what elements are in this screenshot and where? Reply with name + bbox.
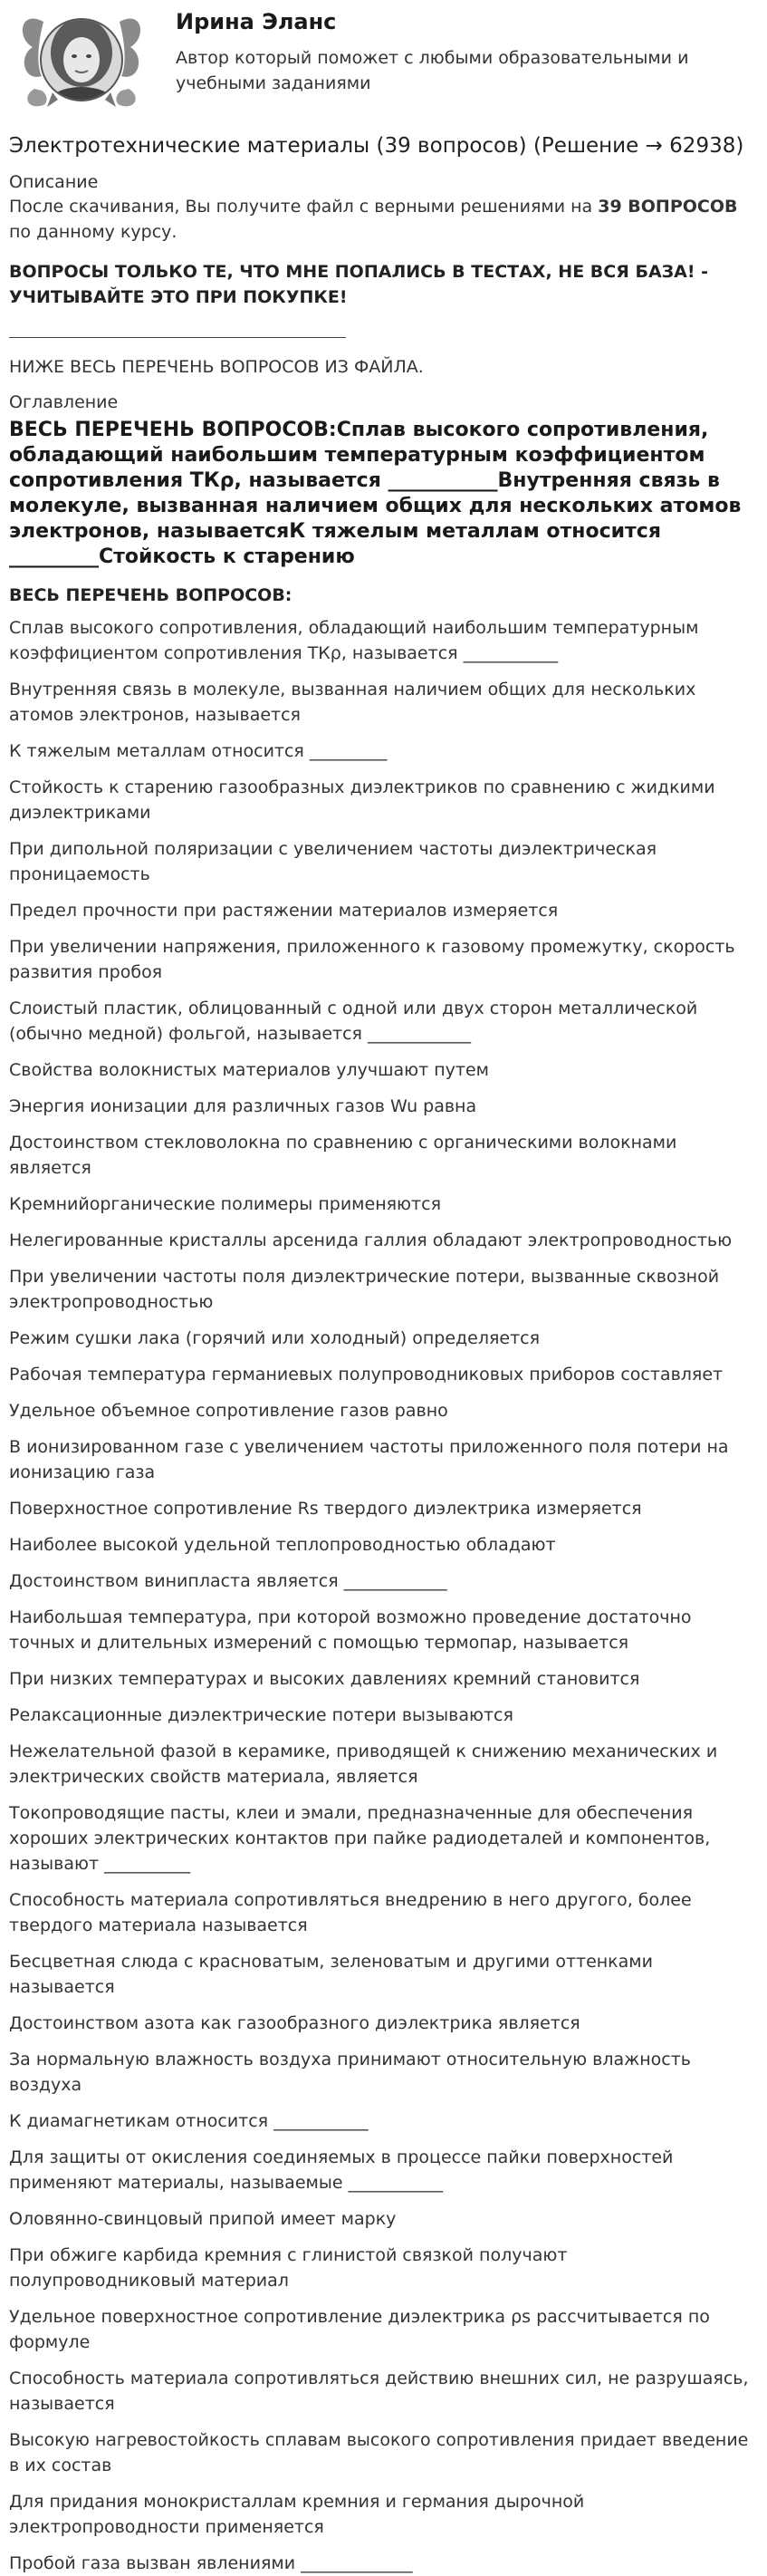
question-item: Стойкость к старению газообразных диэлектриков по сравнению с жидкими диэлектриками	[9, 777, 715, 823]
question-item: Достоинством стекловолокна по сравнению с органическими волокнами является	[9, 1133, 677, 1178]
question-item: Предел прочности при растяжении материалов измеряется	[9, 901, 559, 921]
question-item: Рабочая температура германиевых полупроводниковых приборов составляет	[9, 1365, 724, 1384]
question-item: Сплав высокого сопротивления, обладающий наибольшим температурным коэффициентом сопротивления ТКρ, называется ___________	[9, 618, 699, 663]
question-item: Нелегированные кристаллы арсенида галлия обладают электропроводностью	[9, 1230, 733, 1250]
question-item: Энергия ионизации для различных газов Wu равна	[9, 1096, 477, 1116]
description-label: Описание	[9, 172, 99, 192]
question-item: К тяжелым металлам относится _________	[9, 741, 388, 761]
description-text	[9, 194, 758, 245]
question-item: При дипольной поляризации с увеличением частоты диэлектрическая проницаемость	[9, 839, 657, 884]
description-prefix: После скачивания, Вы получите файл с верными решениями на	[9, 197, 599, 217]
question-item: Способность материала сопротивляться внедрению в него другого, более твердого материала называется	[9, 1890, 692, 1935]
question-item: Достоинством винипласта является ____________	[9, 1571, 447, 1591]
author-description: Автор который поможет с любыми образовательными и учебными заданиями	[176, 48, 689, 93]
questions-list	[9, 615, 758, 2576]
question-item: Нежелательной фазой в керамике, приводящей к снижению механических и электрических свойств материала, является	[9, 1741, 718, 1787]
question-item: При обжиге карбида кремния с глинистой связкой получают полупроводниковый материал	[9, 2245, 568, 2291]
divider	[9, 328, 346, 338]
product-title: Электротехнические материалы (39 вопросов) (Решение → 62938)	[9, 134, 744, 158]
question-item: При увеличении напряжения, приложенного к газовому промежутку, скорость развития пробоя	[9, 937, 735, 982]
below-text: НИЖЕ ВЕСЬ ПЕРЕЧЕНЬ ВОПРОСОВ ИЗ ФАЙЛА.	[9, 357, 424, 377]
question-item: Наиболее высокой удельной теплопроводностью обладают	[9, 1535, 556, 1555]
author-avatar[interactable]	[16, 5, 147, 112]
toc-text: ВЕСЬ ПЕРЕЧЕНЬ ВОПРОСОВ:Сплав высокого сопротивления, обладающий наибольшим температурным коэффициентом сопротивления ТКρ, называется ___________Внутренняя связь в молекуле, вызванная наличием общих для нескольких атомов электронов, называетсяК тяжелым металлам относится _________Стойкость к старению	[9, 419, 742, 568]
toc-label: Оглавление	[9, 392, 119, 412]
warning-text: ВОПРОСЫ ТОЛЬКО ТЕ, ЧТО МНЕ ПОПАЛИСЬ В ТЕСТАХ, НЕ ВСЯ БАЗА! - УЧИТЫВАЙТЕ ЭТО ПРИ ПОКУПКЕ!	[9, 262, 709, 307]
description-suffix: по данному курсу.	[9, 222, 177, 242]
question-item: Релаксационные диэлектрические потери вызываются	[9, 1705, 513, 1725]
question-item: Способность материала сопротивляться действию внешних сил, не разрушаясь, называется	[9, 2369, 749, 2414]
question-item: Кремнийорганические полимеры применяются	[9, 1194, 441, 1214]
question-item: Для придания монокристаллам кремния и германия дырочной электропроводности применяется	[9, 2492, 585, 2537]
question-item: Высокую нагревостойкость сплавам высокого сопротивления придает введение в их состав	[9, 2430, 749, 2475]
question-item: Токопроводящие пасты, клеи и эмали, предназначенные для обеспечения хороших электрических контактов при пайке радиодеталей и компонентов, называют __________	[9, 1803, 711, 1874]
question-item: В ионизированном газе с увеличением частоты приложенного поля потери на ионизацию газа	[9, 1437, 729, 1482]
question-item: Оловянно-свинцовый припой имеет марку	[9, 2209, 397, 2229]
question-item: При увеличении частоты поля диэлектрические потери, вызванные сквозной электропроводностью	[9, 1267, 720, 1312]
question-item: За нормальную влажность воздуха принимают относительную влажность воздуха	[9, 2050, 691, 2095]
question-item: Слоистый пластик, облицованный с одной или двух сторон металлической (обычно медной) фольгой, называется ____________	[9, 999, 698, 1044]
question-item: Поверхностное сопротивление Rs твердого диэлектрика измеряется	[9, 1499, 642, 1519]
question-item: Для защиты от окисления соединяемых в процессе пайки поверхностей применяют материалы, называемые ___________	[9, 2147, 674, 2193]
question-item: Удельное объемное сопротивление газов равно	[9, 1401, 448, 1421]
question-item: Свойства волокнистых материалов улучшают путем	[9, 1060, 490, 1080]
description-count: 39 ВОПРОСОВ	[598, 197, 738, 217]
question-item: Пробой газа вызван явлениями _____________	[9, 2553, 413, 2573]
question-item: Внутренняя связь в молекуле, вызванная наличием общих для нескольких атомов электронов, называется	[9, 680, 696, 725]
author-name[interactable]: Ирина Эланс	[176, 9, 337, 34]
question-item: Достоинством азота как газообразного диэлектрика является	[9, 2013, 580, 2033]
question-item: Режим сушки лака (горячий или холодный) определяется	[9, 1328, 541, 1348]
questions-heading: ВЕСЬ ПЕРЕЧЕНЬ ВОПРОСОВ:	[9, 585, 292, 605]
question-item: Удельное поверхностное сопротивление диэлектрика ρs рассчитывается по формуле	[9, 2307, 710, 2352]
author-card	[9, 0, 758, 123]
question-item: При низких температурах и высоких давлениях кремний становится	[9, 1669, 640, 1689]
question-item: Наибольшая температура, при которой возможно проведение достаточно точных и длительных измерений с помощью термопар, называется	[9, 1607, 692, 1653]
question-item: Бесцветная слюда с красноватым, зеленоватым и другими оттенками называется	[9, 1952, 653, 1997]
question-item: К диамагнетикам относится ___________	[9, 2111, 369, 2131]
